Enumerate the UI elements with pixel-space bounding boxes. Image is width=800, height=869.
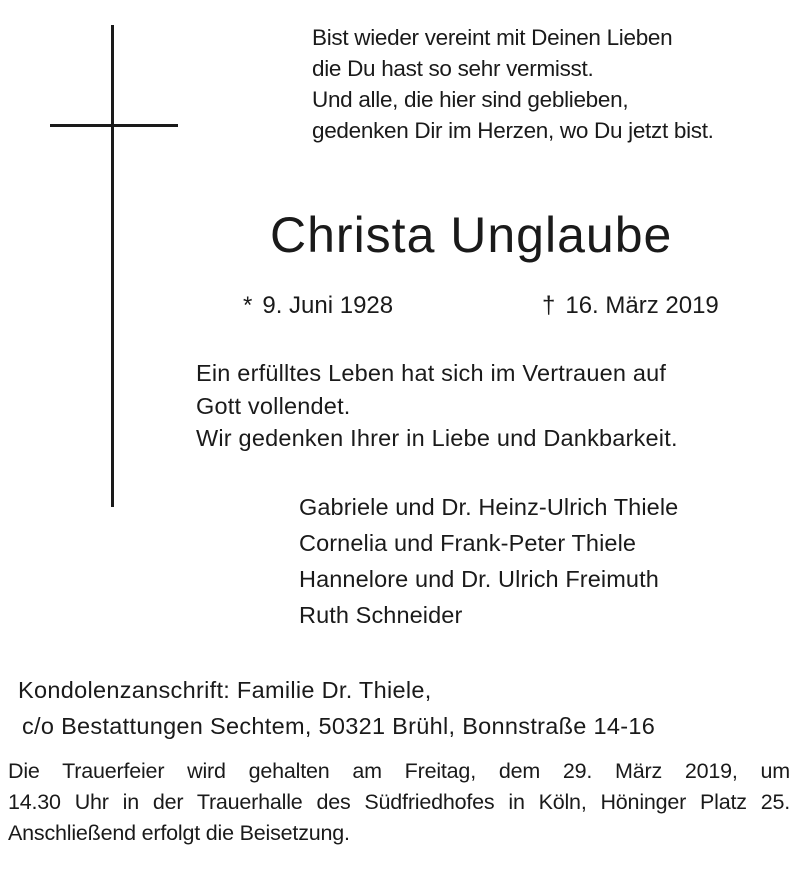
condolence-line-2: c/o Bestattungen Sechtem, 50321 Brühl, Bonnstraße 14-16 — [22, 713, 656, 739]
birth-date: 9. Juni 1928 — [262, 292, 394, 319]
mourner-name: Cornelia und Frank-Peter Thiele — [299, 530, 637, 556]
mourner-name: Hannelore und Dr. Ulrich Freimuth — [299, 566, 659, 592]
condolence-line-1: Kondolenzanschrift: Familie Dr. Thiele, — [18, 677, 432, 703]
message-line: Ein erfülltes Leben hat sich im Vertrauen auf — [196, 360, 667, 386]
deceased-name-row — [0, 203, 800, 267]
mourner-name: Gabriele und Dr. Heinz-Ulrich Thiele — [299, 494, 679, 520]
death-cross-icon: † — [542, 292, 556, 319]
message-line: Gott vollendet. — [196, 392, 351, 419]
ceremony-line-2: 14.30 Uhr in der Trauerhalle des Südfriedhofes in Köln, Höninger Platz 25. — [8, 790, 790, 814]
death-date-row — [542, 290, 719, 322]
ceremony-line-1: Die Trauerfeier wird gehalten am Freitag, dem 29. März 2019, um — [8, 759, 790, 783]
deceased-name: Christa Unglaube — [270, 207, 673, 263]
message-line: Wir gedenken Ihrer in Liebe und Dankbarkeit. — [196, 425, 678, 451]
mourner-name: Ruth Schneider — [299, 602, 463, 628]
condolence-address — [18, 672, 655, 744]
poem-line: Und alle, die hier sind geblieben, — [312, 87, 629, 112]
cross-horizontal-bar — [50, 124, 178, 127]
death-date: 16. März 2019 — [565, 292, 719, 319]
poem-line: Bist wieder vereint mit Deinen Lieben — [312, 25, 673, 50]
ceremony-line-3: Anschließend erfolgt die Beisetzung. — [8, 821, 350, 845]
funeral-ceremony-info — [8, 756, 790, 849]
poem — [312, 22, 714, 146]
memorial-message — [196, 357, 678, 455]
poem-line: die Du hast so sehr vermisst. — [312, 56, 594, 81]
mourners-list — [299, 489, 678, 633]
birth-star-icon: * — [243, 292, 253, 319]
birth-date-row — [243, 290, 393, 322]
poem-line: gedenken Dir im Herzen, wo Du jetzt bist. — [312, 118, 714, 143]
